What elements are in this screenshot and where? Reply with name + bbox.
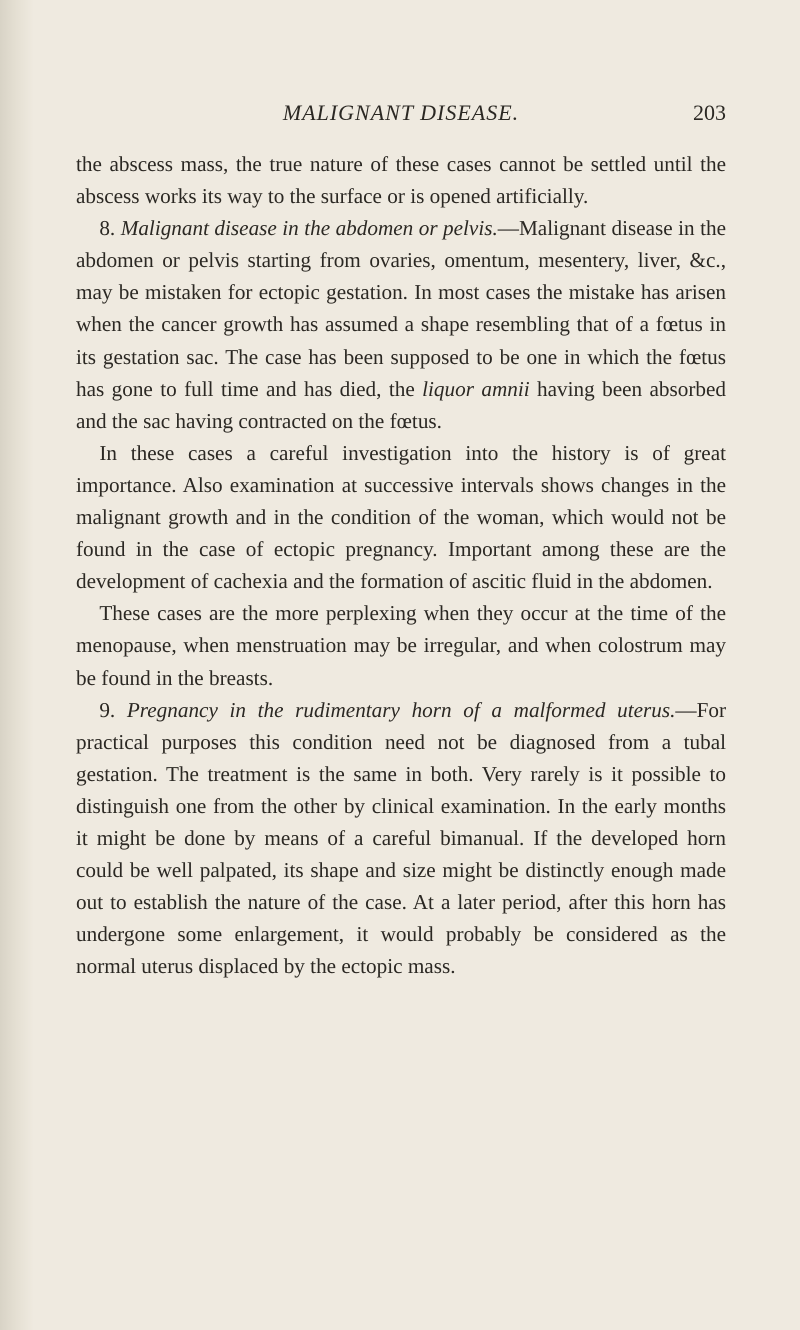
paragraph-section-9 xyxy=(76,694,726,983)
paragraph-menopause xyxy=(76,597,726,693)
running-head xyxy=(76,100,726,136)
paragraph-text: the abscess mass, the true nature of these cases cannot be settled until the abscess works its way to the surface or is opened artificially. xyxy=(76,152,726,209)
paragraph-investigation xyxy=(76,437,726,597)
body-text xyxy=(76,148,726,982)
italic-term: liquor amnii xyxy=(422,376,530,401)
running-title: MALIGNANT DISEASE. xyxy=(282,100,520,125)
section-title: Pregnancy in the rudimentary horn of a malformed uterus. xyxy=(126,697,676,722)
paragraph-text: —Malignant disease in the abdomen or pelvis starting from ovaries, omentum, mesentery, liver, &c., may be mistaken for ectopic gestation. In most cases the mistake has arisen when the cancer growth has assumed a shape resembling that of a fœtus in its gestation sac. The case has been supposed to be one in which the fœtus has gone to full time and has died, the xyxy=(76,216,727,401)
paragraph-text: These cases are the more perplexing when they occur at the time of the menopause, when menstruation may be irregular, and when colostrum may be found in the breasts. xyxy=(76,601,726,690)
page-edge-shadow xyxy=(0,0,34,1330)
paragraph-text: In these cases a careful investigation into the history is of great importance. Also examination at successive intervals shows changes in the malignant growth and in the condition of the woman, which would not be found in the case of ectopic pregnancy. Important among these are the development of cachexia and the formation of ascitic fluid in the abdomen. xyxy=(76,440,726,594)
section-title: Malignant disease in the abdomen or pelvis. xyxy=(120,216,498,241)
paragraph-continuation xyxy=(76,148,726,212)
paragraph-text-end: having been absorbed and the sac having contracted on the fœtus. xyxy=(76,376,726,433)
section-number: 9. xyxy=(99,697,116,722)
book-page xyxy=(76,100,726,982)
paragraph-text: —For practical purposes this condition need not be diagnosed from a tubal gestation. The treatment is the same in both. Very rarely is it possible to distinguish one from the other by clinical examination. In the early months it might be done by means of a careful bimanual. If the developed horn could be well palpated, its shape and size might be distinctly enough made out to establish the nature of the case. At a later period, after this horn has undergone some enlargement, it would probably be considered as the normal uterus displaced by the ectopic mass. xyxy=(76,697,726,979)
section-number: 8. xyxy=(99,216,116,241)
paragraph-section-8 xyxy=(76,212,726,437)
page-number: 203 xyxy=(693,100,726,125)
